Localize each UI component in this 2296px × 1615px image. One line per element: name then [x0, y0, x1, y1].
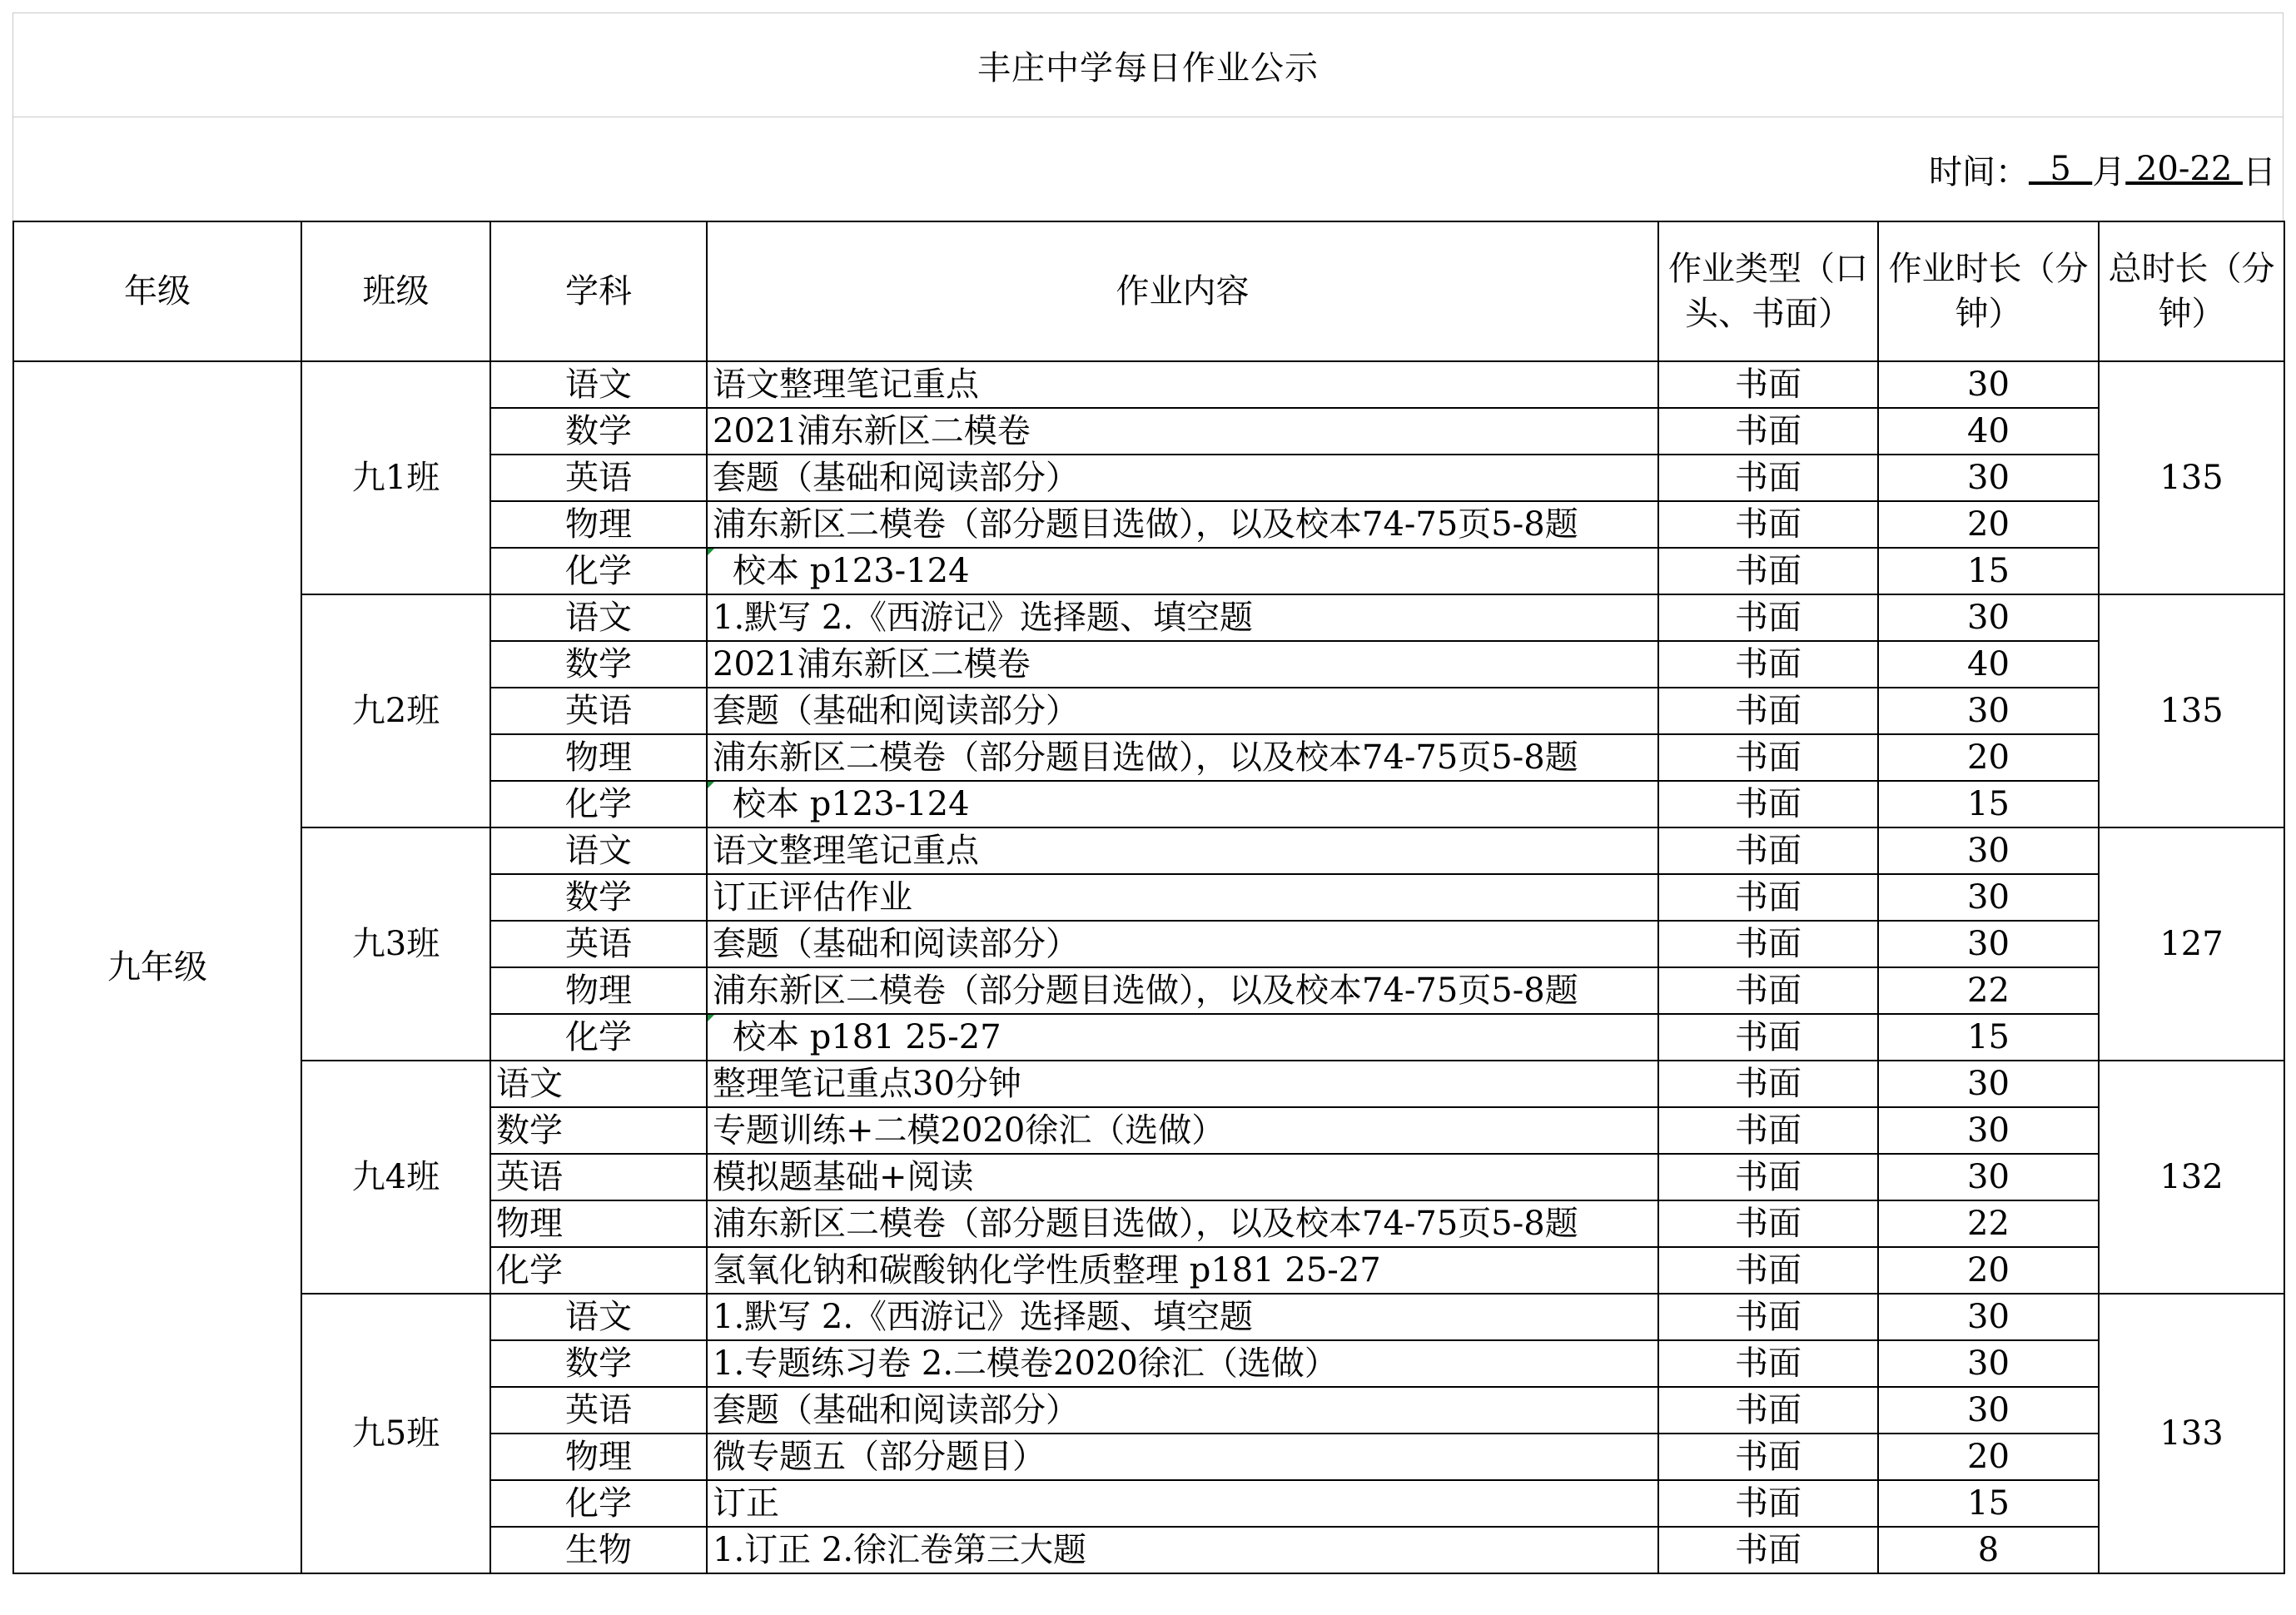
type-cell[interactable]: 书面 — [1658, 641, 1878, 688]
type-cell[interactable]: 书面 — [1658, 781, 1878, 827]
subject-cell[interactable]: 物理 — [490, 1200, 707, 1247]
minutes-cell[interactable]: 40 — [1878, 408, 2099, 455]
date-month-unit: 月 — [2092, 152, 2126, 191]
type-cell[interactable]: 书面 — [1658, 967, 1878, 1014]
table-body — [13, 361, 2284, 1573]
type-cell[interactable]: 书面 — [1658, 921, 1878, 967]
date-month: 5 — [2028, 150, 2093, 188]
content-cell[interactable]: 2021浦东新区二模卷 — [707, 408, 1658, 455]
subject-cell[interactable]: 语文 — [490, 594, 707, 641]
minutes-cell[interactable]: 30 — [1878, 874, 2099, 921]
type-cell[interactable]: 书面 — [1658, 688, 1878, 734]
table-row — [13, 594, 2284, 641]
content-cell[interactable]: 浦东新区二模卷（部分题目选做），以及校本74-75页5-8题 — [707, 734, 1658, 781]
subject-cell[interactable]: 数学 — [490, 1107, 707, 1154]
content-cell[interactable]: 校本 p181 25-27 — [707, 1014, 1658, 1061]
header-class[interactable]: 班级 — [301, 221, 490, 361]
content-cell[interactable]: 浦东新区二模卷（部分题目选做），以及校本74-75页5-8题 — [707, 1200, 1658, 1247]
subject-cell[interactable]: 化学 — [490, 1014, 707, 1061]
type-cell[interactable]: 书面 — [1658, 1340, 1878, 1387]
subject-cell[interactable]: 数学 — [490, 641, 707, 688]
minutes-cell[interactable]: 15 — [1878, 1014, 2099, 1061]
minutes-cell[interactable]: 20 — [1878, 734, 2099, 781]
header-grade[interactable]: 年级 — [13, 221, 301, 361]
subject-cell[interactable]: 物理 — [490, 967, 707, 1014]
subject-cell[interactable]: 化学 — [490, 1247, 707, 1294]
minutes-cell[interactable]: 20 — [1878, 1247, 2099, 1294]
content-cell[interactable]: 套题（基础和阅读部分） — [707, 921, 1658, 967]
subject-cell[interactable]: 数学 — [490, 874, 707, 921]
minutes-cell[interactable]: 8 — [1878, 1527, 2099, 1573]
content-cell[interactable]: 氢氧化钠和碳酸钠化学性质整理 p181 25-27 — [707, 1247, 1658, 1294]
date-cell[interactable] — [12, 117, 2284, 221]
content-cell[interactable]: 模拟题基础+阅读 — [707, 1154, 1658, 1200]
subject-cell[interactable]: 物理 — [490, 734, 707, 781]
content-cell[interactable]: 语文整理笔记重点 — [707, 361, 1658, 408]
type-cell[interactable]: 书面 — [1658, 361, 1878, 408]
content-cell[interactable]: 校本 p123-124 — [707, 548, 1658, 594]
content-cell[interactable]: 套题（基础和阅读部分） — [707, 1387, 1658, 1434]
type-cell[interactable]: 书面 — [1658, 874, 1878, 921]
date-days: 20-22 — [2125, 150, 2243, 188]
type-cell[interactable]: 书面 — [1658, 1200, 1878, 1247]
minutes-cell[interactable]: 22 — [1878, 1200, 2099, 1247]
date-label: 时间： — [1928, 152, 2029, 191]
minutes-cell[interactable]: 30 — [1878, 827, 2099, 874]
minutes-cell[interactable]: 30 — [1878, 1387, 2099, 1434]
type-cell[interactable]: 书面 — [1658, 1061, 1878, 1107]
subject-cell[interactable]: 语文 — [490, 1294, 707, 1340]
minutes-cell[interactable]: 30 — [1878, 455, 2099, 501]
subject-cell[interactable]: 化学 — [490, 781, 707, 827]
content-cell[interactable]: 1.专题练习卷 2.二模卷2020徐汇（选做） — [707, 1340, 1658, 1387]
type-cell[interactable]: 书面 — [1658, 594, 1878, 641]
content-cell[interactable]: 2021浦东新区二模卷 — [707, 641, 1658, 688]
homework-sheet — [12, 12, 2284, 1574]
minutes-cell[interactable]: 30 — [1878, 594, 2099, 641]
content-cell[interactable]: 1.默写 2.《西游记》选择题、填空题 — [707, 594, 1658, 641]
subject-cell[interactable]: 物理 — [490, 501, 707, 548]
header-row — [13, 221, 2284, 361]
subject-cell[interactable]: 数学 — [490, 408, 707, 455]
table-row — [13, 1061, 2284, 1107]
date-day-unit: 日 — [2243, 152, 2276, 191]
header-content[interactable]: 作业内容 — [707, 221, 1658, 361]
page-title: 丰庄中学每日作业公示 — [977, 48, 1319, 87]
homework-table — [12, 221, 2285, 1574]
type-cell[interactable]: 书面 — [1658, 1107, 1878, 1154]
class-cell[interactable]: 九5班 — [301, 1294, 490, 1573]
type-cell[interactable]: 书面 — [1658, 1014, 1878, 1061]
class-cell[interactable]: 九2班 — [301, 594, 490, 827]
header-total[interactable]: 总时长（分钟） — [2099, 221, 2284, 361]
total-cell[interactable]: 133 — [2099, 1294, 2284, 1573]
type-cell[interactable]: 书面 — [1658, 734, 1878, 781]
total-cell[interactable]: 132 — [2099, 1061, 2284, 1294]
content-cell[interactable]: 套题（基础和阅读部分） — [707, 688, 1658, 734]
grade-cell[interactable]: 九年级 — [13, 361, 301, 1573]
subject-cell[interactable]: 英语 — [490, 1387, 707, 1434]
type-cell[interactable]: 书面 — [1658, 455, 1878, 501]
total-cell[interactable]: 127 — [2099, 827, 2284, 1061]
content-cell[interactable]: 套题（基础和阅读部分） — [707, 455, 1658, 501]
minutes-cell[interactable]: 30 — [1878, 1294, 2099, 1340]
minutes-cell[interactable]: 22 — [1878, 967, 2099, 1014]
subject-cell[interactable]: 英语 — [490, 455, 707, 501]
sheet-title-cell[interactable] — [12, 12, 2284, 117]
minutes-cell[interactable]: 30 — [1878, 361, 2099, 408]
class-cell[interactable]: 九4班 — [301, 1061, 490, 1294]
type-cell[interactable]: 书面 — [1658, 1294, 1878, 1340]
type-cell[interactable]: 书面 — [1658, 1154, 1878, 1200]
type-cell[interactable]: 书面 — [1658, 1434, 1878, 1480]
class-cell[interactable]: 九3班 — [301, 827, 490, 1061]
content-cell[interactable]: 专题训练+二模2020徐汇（选做） — [707, 1107, 1658, 1154]
subject-cell[interactable]: 化学 — [490, 1480, 707, 1527]
minutes-cell[interactable]: 20 — [1878, 501, 2099, 548]
minutes-cell[interactable]: 30 — [1878, 1340, 2099, 1387]
minutes-cell[interactable]: 15 — [1878, 1480, 2099, 1527]
content-cell[interactable]: 微专题五（部分题目） — [707, 1434, 1658, 1480]
minutes-cell[interactable]: 30 — [1878, 921, 2099, 967]
subject-cell[interactable]: 语文 — [490, 827, 707, 874]
subject-cell[interactable]: 数学 — [490, 1340, 707, 1387]
class-cell[interactable]: 九1班 — [301, 361, 490, 594]
header-type[interactable]: 作业类型（口头、书面） — [1658, 221, 1878, 361]
type-cell[interactable]: 书面 — [1658, 1527, 1878, 1573]
minutes-cell[interactable]: 30 — [1878, 1061, 2099, 1107]
content-cell[interactable]: 整理笔记重点30分钟 — [707, 1061, 1658, 1107]
minutes-cell[interactable]: 15 — [1878, 548, 2099, 594]
subject-cell[interactable]: 英语 — [490, 1154, 707, 1200]
minutes-cell[interactable]: 30 — [1878, 1154, 2099, 1200]
subject-cell[interactable]: 英语 — [490, 921, 707, 967]
type-cell[interactable]: 书面 — [1658, 408, 1878, 455]
type-cell[interactable]: 书面 — [1658, 548, 1878, 594]
type-cell[interactable]: 书面 — [1658, 501, 1878, 548]
subject-cell[interactable]: 语文 — [490, 361, 707, 408]
content-cell[interactable]: 订正 — [707, 1480, 1658, 1527]
subject-cell[interactable]: 物理 — [490, 1434, 707, 1480]
table-row — [13, 1294, 2284, 1340]
subject-cell[interactable]: 语文 — [490, 1061, 707, 1107]
header-subject[interactable]: 学科 — [490, 221, 707, 361]
total-cell[interactable]: 135 — [2099, 361, 2284, 594]
subject-cell[interactable]: 化学 — [490, 548, 707, 594]
total-cell[interactable]: 135 — [2099, 594, 2284, 827]
header-minutes[interactable]: 作业时长（分钟） — [1878, 221, 2099, 361]
type-cell[interactable]: 书面 — [1658, 1387, 1878, 1434]
type-cell[interactable]: 书面 — [1658, 1480, 1878, 1527]
minutes-cell[interactable]: 20 — [1878, 1434, 2099, 1480]
content-cell[interactable]: 语文整理笔记重点 — [707, 827, 1658, 874]
table-row — [13, 827, 2284, 874]
content-cell[interactable]: 1.订正 2.徐汇卷第三大题 — [707, 1527, 1658, 1573]
content-cell[interactable]: 浦东新区二模卷（部分题目选做），以及校本74-75页5-8题 — [707, 501, 1658, 548]
table-row — [13, 361, 2284, 408]
type-cell[interactable]: 书面 — [1658, 827, 1878, 874]
content-cell[interactable]: 浦东新区二模卷（部分题目选做），以及校本74-75页5-8题 — [707, 967, 1658, 1014]
minutes-cell[interactable]: 30 — [1878, 1107, 2099, 1154]
minutes-cell[interactable]: 40 — [1878, 641, 2099, 688]
subject-cell[interactable]: 生物 — [490, 1527, 707, 1573]
content-cell[interactable]: 订正评估作业 — [707, 874, 1658, 921]
content-cell[interactable]: 1.默写 2.《西游记》选择题、填空题 — [707, 1294, 1658, 1340]
type-cell[interactable]: 书面 — [1658, 1247, 1878, 1294]
minutes-cell[interactable]: 15 — [1878, 781, 2099, 827]
minutes-cell[interactable]: 30 — [1878, 688, 2099, 734]
content-cell[interactable]: 校本 p123-124 — [707, 781, 1658, 827]
subject-cell[interactable]: 英语 — [490, 688, 707, 734]
